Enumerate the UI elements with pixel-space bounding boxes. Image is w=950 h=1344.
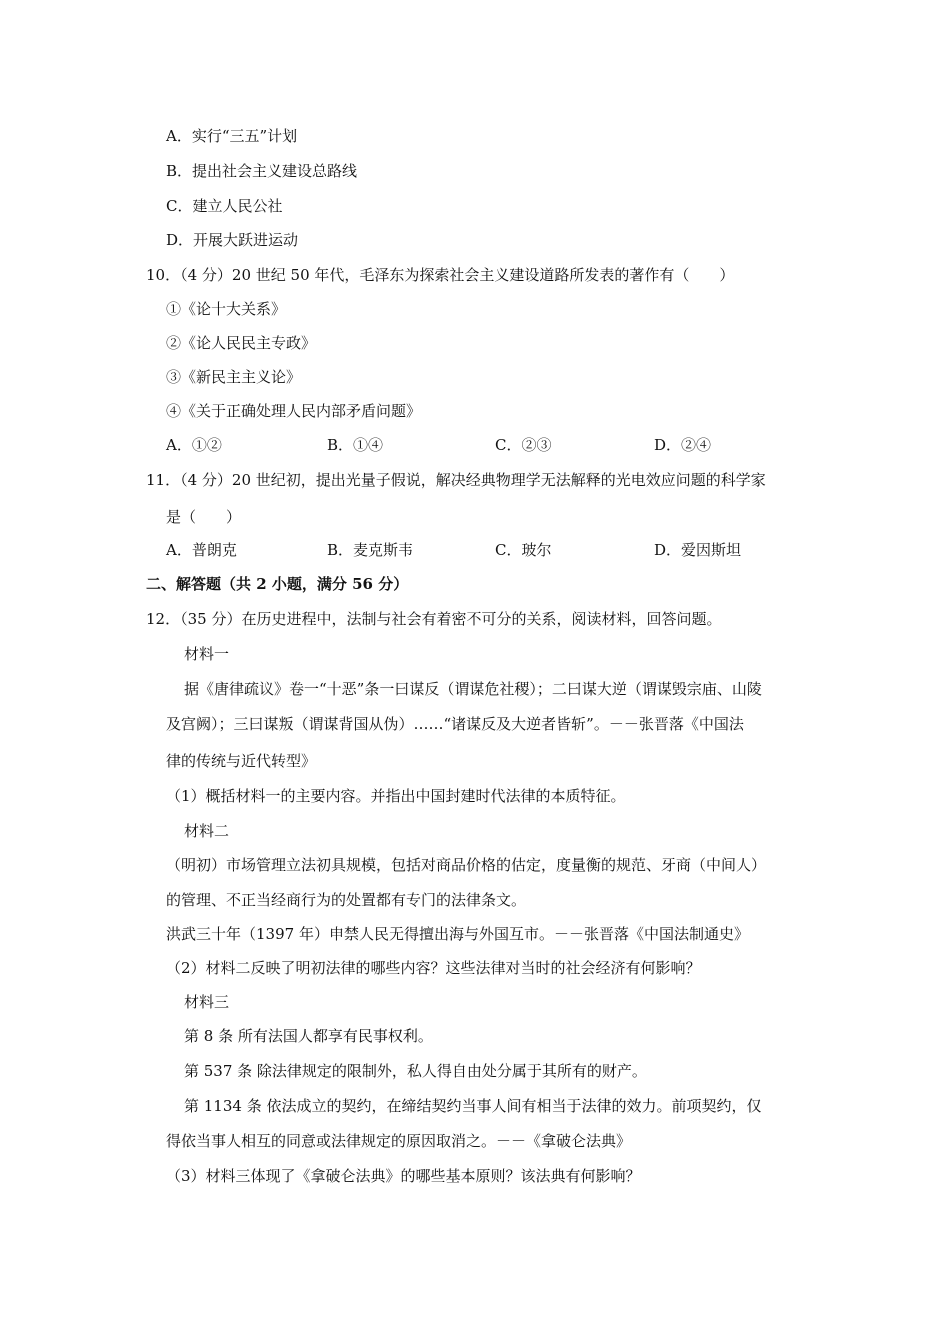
material-3-line-1: 第 8 条 所有法国人都享有民事权利。	[184, 1027, 433, 1045]
sub-question-3: （3）材料三体现了《拿破仑法典》的哪些基本原则？该法典有何影响？	[166, 1167, 641, 1185]
q12-stem: 12．（35 分）在历史进程中，法制与社会有着密不可分的关系，阅读材料，回答问题。	[146, 610, 722, 628]
q10-stem: 10．（4 分）20 世纪 50 年代，毛泽东为探索社会主义建设道路所发表的著作有（ ）	[146, 266, 735, 284]
material-1-line-2: 及宫阙）；三曰谋叛（谓谋背国从伪）……“诸谋反及大逆者皆斩”。－－张晋落《中国法	[166, 715, 744, 733]
q10-item-4: ④《关于正确处理人民内部矛盾问题》	[166, 402, 422, 420]
q11-stem-line1: 11．（4 分）20 世纪初，提出光量子假说，解决经典物理学无法解释的光电效应问题的科学家	[146, 471, 766, 489]
q10-item-1: ①《论十大关系》	[166, 300, 287, 318]
q11-option-d: D．爱因斯坦	[654, 541, 742, 559]
material-1-line-1: 据《唐律疏议》卷一“十恶”条一曰谋反（谓谋危社稷）；二曰谋大逆（谓谋毁宗庙、山陵	[184, 680, 762, 698]
sub-question-1: （1）概括材料一的主要内容。并指出中国封建时代法律的本质特征。	[166, 787, 626, 805]
q11-stem-line2: 是（ ）	[166, 508, 242, 526]
material-2-line-3: 洪武三十年（1397 年）申禁人民无得擅出海与外国互市。－－张晋落《中国法制通史》	[166, 925, 749, 943]
material-1-title: 材料一	[184, 645, 230, 663]
material-3-line-4: 得依当事人相互的同意或法律规定的原因取消之。－－《拿破仑法典》	[166, 1132, 632, 1150]
material-2-line-2: 的管理、不正当经商行为的处置都有专门的法律条文。	[166, 891, 527, 909]
q9-option-b: B．提出社会主义建设总路线	[166, 162, 358, 180]
sub-question-2: （2）材料二反映了明初法律的哪些内容？这些法律对当时的社会经济有何影响？	[166, 959, 701, 977]
q10-item-2: ②《论人民民主专政》	[166, 334, 317, 352]
q9-option-c: C．建立人民公社	[166, 197, 283, 215]
q10-option-b: B．①④	[327, 436, 384, 454]
q11-option-b: B．麦克斯韦	[327, 541, 414, 559]
material-3-line-2: 第 537 条 除法律规定的限制外，私人得自由处分属于其所有的财产。	[184, 1062, 647, 1080]
material-2-title: 材料二	[184, 822, 230, 840]
material-3-line-3: 第 1134 条 依法成立的契约，在缔结契约当事人间有相当于法律的效力。前项契约，仅	[184, 1097, 762, 1115]
section-title: 二、解答题（共 2 小题，满分 56 分）	[146, 575, 409, 593]
q10-option-c: C．②③	[495, 436, 552, 454]
material-1-line-3: 律的传统与近代转型》	[166, 752, 317, 770]
q10-option-d: D．②④	[654, 436, 712, 454]
q11-option-a: A．普朗克	[166, 541, 237, 559]
material-3-title: 材料三	[184, 993, 230, 1011]
q10-option-a: A．①②	[166, 436, 222, 454]
q10-item-3: ③《新民主主义论》	[166, 368, 302, 386]
q9-option-a: A．实行“三五”计划	[166, 127, 298, 145]
material-2-line-1: （明初）市场管理立法初具规模，包括对商品价格的估定，度量衡的规范、牙商（中间人）	[166, 856, 767, 874]
q11-option-c: C．玻尔	[495, 541, 552, 559]
q9-option-d: D．开展大跃进运动	[166, 231, 299, 249]
